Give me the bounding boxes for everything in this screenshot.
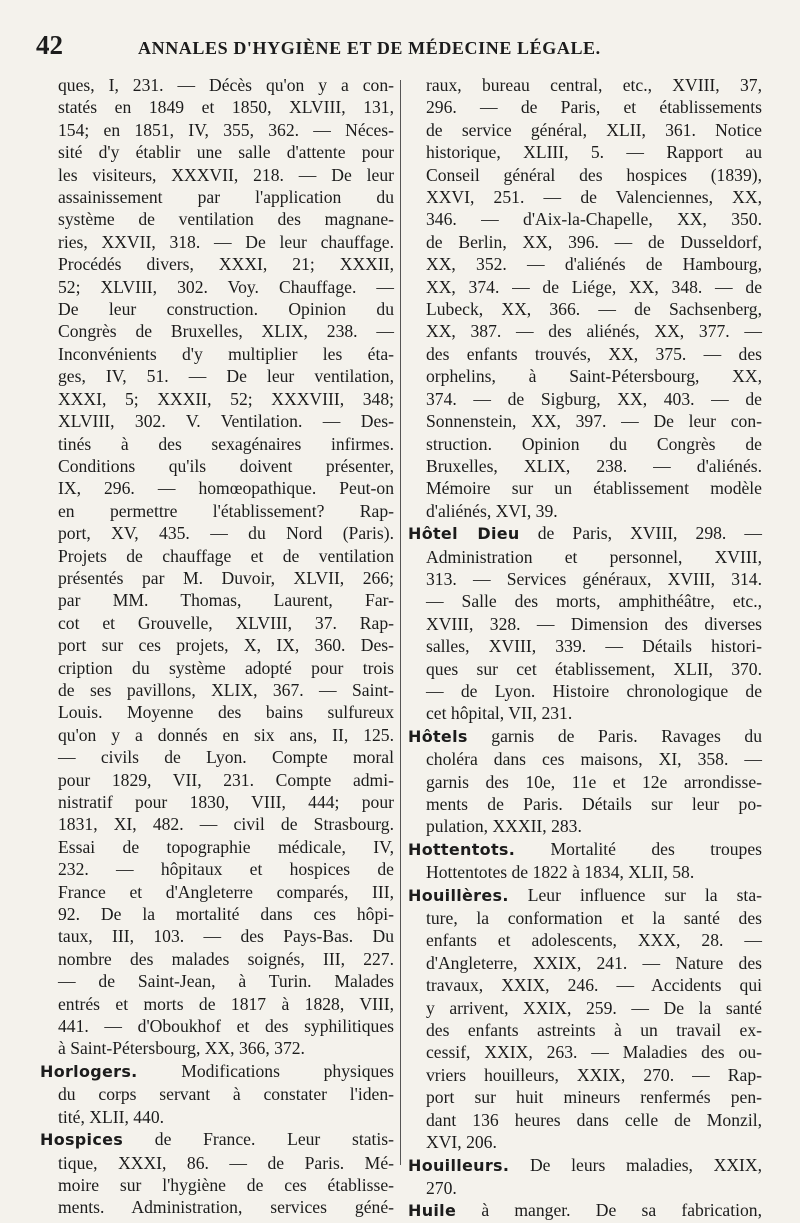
index-line xyxy=(408,771,762,793)
index-entry-start xyxy=(408,1199,762,1222)
index-line xyxy=(408,208,762,230)
index-headword: Hottentots. xyxy=(408,839,516,859)
index-text: du corps servant à constater l'iden- xyxy=(58,1084,394,1105)
index-text: garnis de Paris. Ravages du xyxy=(467,725,762,746)
index-line xyxy=(40,612,394,634)
index-text: 270. xyxy=(426,1177,457,1198)
index-text: par MM. Thomas, Laurent, Far- xyxy=(58,590,394,611)
index-entry-start xyxy=(408,725,762,748)
index-line xyxy=(40,903,394,925)
index-text: des enfants astreints à un travail ex- xyxy=(426,1020,762,1041)
index-text: XLVIII, 302. V. Ventilation. — Des- xyxy=(58,411,394,432)
index-text: garnis des 10e, 11e et 12e arrondisse- xyxy=(426,771,762,792)
index-text: en permettre l'établissement? Rap- xyxy=(58,500,394,521)
index-line xyxy=(40,74,394,96)
index-line xyxy=(40,925,394,947)
index-headword: Horlogers. xyxy=(40,1061,138,1081)
index-text: 346. — d'Aix-la-Chapelle, XX, 350. xyxy=(426,209,762,230)
page-number: 42 xyxy=(36,30,63,60)
index-line xyxy=(40,1083,394,1105)
index-line xyxy=(408,96,762,118)
index-line xyxy=(408,477,762,499)
index-text: assainissement par l'application du xyxy=(58,187,394,208)
index-text: Conditions qu'ils doivent présenter, xyxy=(58,455,394,476)
index-line xyxy=(40,1152,394,1174)
index-text: 1831, XI, 482. — civil de Strasbourg. xyxy=(58,814,394,835)
index-text: port, XV, 435. — du Nord (Paris). xyxy=(58,523,394,544)
index-line xyxy=(40,970,394,992)
index-line xyxy=(40,410,394,432)
index-line xyxy=(40,634,394,656)
index-headword: Hospices xyxy=(40,1130,124,1150)
index-text: Louis. Moyenne des bains sulfureux xyxy=(58,702,394,723)
index-text: Conseil général des hospices (1839), xyxy=(426,164,762,185)
index-line xyxy=(40,477,394,499)
index-text: Leur influence sur la sta- xyxy=(508,884,762,905)
index-line xyxy=(40,813,394,835)
index-headword: Hôtels xyxy=(408,726,468,746)
index-text: à manger. De sa fabrication, xyxy=(456,1200,762,1221)
index-text: tinés à des sexagénaires infirmes. xyxy=(58,433,394,454)
index-line xyxy=(40,253,394,275)
index-line xyxy=(40,545,394,567)
index-text: IX, 296. — homœopathique. Peut-on xyxy=(58,478,394,499)
index-entry-start xyxy=(408,522,762,545)
index-line xyxy=(40,567,394,589)
index-line xyxy=(408,568,762,590)
index-line xyxy=(408,276,762,298)
index-line xyxy=(408,635,762,657)
index-text: 374. — de Sigburg, XX, 403. — de xyxy=(426,388,762,409)
index-text: XVIII, 328. — Dimension des diverses xyxy=(426,613,762,634)
index-line xyxy=(40,96,394,118)
index-text: XX, 352. — d'aliénés de Hambourg, xyxy=(426,254,762,275)
index-text: Mémoire sur un établissement modèle xyxy=(426,478,762,499)
index-entry-start xyxy=(408,1154,762,1177)
index-text: 313. — Services généraux, XVIII, 314. xyxy=(426,568,762,589)
index-text: moire sur l'hygiène de ces établisse- xyxy=(58,1174,394,1195)
index-line xyxy=(40,365,394,387)
running-title: ANNALES D'HYGIÈNE ET DE MÉDECINE LÉGALE. xyxy=(138,38,601,58)
left-column xyxy=(40,74,394,1218)
index-line xyxy=(40,455,394,477)
index-text: tité, XLII, 440. xyxy=(58,1106,165,1127)
page-header xyxy=(36,30,760,64)
index-line xyxy=(408,365,762,387)
index-line xyxy=(408,702,762,724)
index-line xyxy=(40,746,394,768)
index-text: cet hôpital, VII, 231. xyxy=(426,703,573,724)
index-text: port sur ces projets, X, IX, 360. Des- xyxy=(58,635,394,656)
column-divider xyxy=(400,80,401,1165)
index-text: pour 1829, VII, 231. Compte admi- xyxy=(58,769,394,790)
index-line xyxy=(408,748,762,770)
index-line xyxy=(408,433,762,455)
index-text: Procédés divers, XXXI, 21; XXXII, xyxy=(58,254,394,275)
index-text: taux, III, 103. — des Pays-Bas. Du xyxy=(58,926,394,947)
index-line xyxy=(408,1131,762,1153)
index-text: entrés et morts de 1817 à 1828, VIII, xyxy=(58,993,394,1014)
index-line xyxy=(408,74,762,96)
index-line xyxy=(40,522,394,544)
index-line xyxy=(408,952,762,974)
index-line xyxy=(408,500,762,522)
index-text: France et d'Angleterre comparés, III, xyxy=(58,881,394,902)
index-text: ries, XXVII, 318. — De leur chauffage. xyxy=(58,231,394,252)
index-line xyxy=(408,164,762,186)
index-text: dant 136 heures dans celle de Monzil, xyxy=(426,1109,762,1130)
index-line xyxy=(408,997,762,1019)
index-text: tique, XXXI, 86. — de Paris. Mé- xyxy=(58,1152,394,1173)
index-text: système de ventilation des magnane- xyxy=(58,209,394,230)
index-text: — civils de Lyon. Compte moral xyxy=(58,747,394,768)
index-text: ments. Administration, services géné- xyxy=(58,1197,394,1218)
index-line xyxy=(408,1019,762,1041)
index-headword: Huile xyxy=(408,1201,457,1221)
index-text: XXXI, 5; XXXII, 52; XXXVIII, 348; xyxy=(58,388,394,409)
index-text: ques, I, 231. — Décès qu'on y a con- xyxy=(58,75,394,95)
index-line xyxy=(40,231,394,253)
index-text: y arrivent, XXIX, 259. — De la santé xyxy=(426,997,762,1018)
index-text: Mortalité des troupes xyxy=(515,838,762,859)
index-text: cessif, XXIX, 263. — Maladies des ou- xyxy=(426,1042,762,1063)
index-text: XX, 387. — des aliénés, XX, 377. — xyxy=(426,321,762,342)
index-text: De leur construction. Opinion du xyxy=(58,299,394,320)
index-text: 52; XLVIII, 302. Voy. Chauffage. — xyxy=(58,276,394,297)
index-text: de service général, XLII, 361. Notice xyxy=(426,119,762,140)
index-line xyxy=(408,455,762,477)
index-line xyxy=(40,836,394,858)
index-entry-start xyxy=(408,838,762,861)
index-line xyxy=(408,1086,762,1108)
index-text: qu'on y a donnés en six ans, II, 125. xyxy=(58,724,394,745)
index-text: 441. — d'Oboukhof et des syphilitiques xyxy=(58,1016,394,1037)
index-text: ges, IV, 51. — De leur ventilation, xyxy=(58,366,394,387)
index-line xyxy=(408,410,762,432)
index-text: Sonnenstein, XX, 397. — De leur con- xyxy=(426,411,762,432)
index-line xyxy=(40,119,394,141)
index-line xyxy=(408,253,762,275)
index-text: raux, bureau central, etc., XVIII, 37, xyxy=(426,75,762,95)
index-line xyxy=(408,815,762,837)
index-text: d'Angleterre, XXIX, 241. — Nature des xyxy=(426,952,762,973)
index-line xyxy=(40,388,394,410)
index-line xyxy=(40,993,394,1015)
index-headword: Hôtel Dieu xyxy=(408,524,520,544)
index-text: De leurs maladies, XXIX, xyxy=(509,1154,762,1175)
index-text: de France. Leur statis- xyxy=(123,1129,394,1150)
index-line xyxy=(40,343,394,365)
index-text: cot et Grouvelle, XLVIII, 37. Rap- xyxy=(58,612,394,633)
index-text: 154; en 1851, IV, 355, 362. — Néces- xyxy=(58,119,394,140)
index-text: — de Lyon. Histoire chronologique de xyxy=(426,680,762,701)
index-text: de Berlin, XX, 396. — de Dusseldorf, xyxy=(426,231,762,252)
index-line xyxy=(40,500,394,522)
index-line xyxy=(408,1064,762,1086)
index-line xyxy=(408,388,762,410)
index-text: Essai de topographie médicale, IV, xyxy=(58,836,394,857)
index-line xyxy=(40,589,394,611)
index-line xyxy=(40,1015,394,1037)
index-text: de Paris, XVIII, 298. — xyxy=(519,523,763,544)
index-line xyxy=(408,861,762,883)
index-line xyxy=(408,320,762,342)
right-column xyxy=(408,74,763,1221)
index-text: — Salle des morts, amphithéâtre, etc., xyxy=(426,591,762,612)
index-line xyxy=(40,948,394,970)
index-line xyxy=(408,680,762,702)
index-text: choléra dans ces maisons, XI, 358. — xyxy=(426,749,762,770)
index-line xyxy=(40,298,394,320)
index-line xyxy=(40,679,394,701)
index-text: nombre des malades soignés, III, 227. xyxy=(58,948,394,969)
index-text: Modifications physiques xyxy=(137,1060,394,1081)
index-entry-start xyxy=(40,1128,394,1151)
index-text: ments de Paris. Détails sur leur po- xyxy=(426,794,762,814)
index-text: nistratif pour 1830, VIII, 444; pour xyxy=(58,792,394,812)
index-line xyxy=(408,231,762,253)
index-line xyxy=(40,1037,394,1059)
index-line xyxy=(40,320,394,342)
index-line xyxy=(408,907,762,929)
index-line xyxy=(408,546,762,568)
index-line xyxy=(40,164,394,186)
index-text: ture, la conformation et la santé des xyxy=(426,908,762,929)
index-line xyxy=(40,791,394,813)
index-headword: Houillères. xyxy=(408,885,509,905)
index-line xyxy=(408,343,762,365)
index-text: à Saint-Pétersbourg, XX, 366, 372. xyxy=(58,1038,305,1059)
index-line xyxy=(40,141,394,163)
index-text: cription du système adopté pour trois xyxy=(58,657,394,678)
index-text: 92. De la mortalité dans ces hôpi- xyxy=(58,904,394,925)
index-line xyxy=(40,881,394,903)
index-line xyxy=(40,724,394,746)
index-text: XX, 374. — de Liége, XX, 348. — de xyxy=(426,276,762,297)
index-line xyxy=(408,613,762,635)
index-text: présentés par M. Duvoir, XLVII, 266; xyxy=(58,567,394,588)
index-text: enfants et adolescents, XXX, 28. — xyxy=(426,930,762,951)
index-text: Hottentotes de 1822 à 1834, XLII, 58. xyxy=(426,862,695,883)
index-text: 296. — de Paris, et établissements xyxy=(426,97,762,118)
index-line xyxy=(40,769,394,791)
index-entry-start xyxy=(408,884,762,907)
index-text: struction. Opinion du Congrès de xyxy=(426,433,762,454)
index-text: vriers houilleurs, XXIX, 270. — Rap- xyxy=(426,1064,762,1085)
index-entry-start xyxy=(40,1060,394,1083)
index-line xyxy=(40,276,394,298)
index-line xyxy=(408,1041,762,1063)
index-line xyxy=(408,1109,762,1131)
index-line xyxy=(40,657,394,679)
index-text: Lubeck, XX, 366. — de Sachsenberg, xyxy=(426,299,762,320)
index-headword: Houilleurs. xyxy=(408,1155,510,1175)
index-text: pulation, XXXII, 283. xyxy=(426,816,582,837)
index-text: de ses pavillons, XLIX, 367. — Saint- xyxy=(58,679,394,700)
index-text: sité d'y établir une salle d'attente pour xyxy=(58,142,394,163)
index-line xyxy=(408,119,762,141)
index-line xyxy=(408,658,762,680)
index-text: salles, XVIII, 339. — Détails histori- xyxy=(426,636,762,657)
index-text: ques sur cet établissement, XLII, 370. xyxy=(426,658,762,679)
index-line xyxy=(40,208,394,230)
index-line xyxy=(408,298,762,320)
index-text: d'aliénés, XVI, 39. xyxy=(426,500,558,521)
index-text: des enfants trouvés, XX, 375. — des xyxy=(426,343,762,364)
index-text: Bruxelles, XLIX, 238. — d'aliénés. xyxy=(426,455,762,476)
index-line xyxy=(408,929,762,951)
index-line xyxy=(408,186,762,208)
index-text: — de Saint-Jean, à Turin. Malades xyxy=(58,971,394,992)
index-text: statés en 1849 et 1850, XLVIII, 131, xyxy=(58,97,394,118)
index-line xyxy=(40,701,394,723)
index-text: orphelins, à Saint-Pétersbourg, XX, xyxy=(426,366,762,387)
index-text: port sur huit mineurs renfermés pen- xyxy=(426,1087,762,1108)
index-text: Inconvénients d'y multiplier les éta- xyxy=(58,343,394,364)
index-line xyxy=(40,858,394,880)
index-text: 232. — hôpitaux et hospices de xyxy=(58,859,394,880)
index-line xyxy=(408,590,762,612)
index-line xyxy=(408,974,762,996)
index-text: historique, XLIII, 5. — Rapport au xyxy=(426,142,762,163)
index-line xyxy=(408,793,762,815)
index-text: travaux, XXIX, 246. — Accidents qui xyxy=(426,975,762,996)
index-text: XXVI, 251. — de Valenciennes, XX, xyxy=(426,187,762,208)
index-line xyxy=(408,1177,762,1199)
index-line xyxy=(40,1196,394,1218)
index-line xyxy=(40,433,394,455)
index-text: XVI, 206. xyxy=(426,1132,497,1153)
index-text: Administration et personnel, XVIII, xyxy=(426,546,762,567)
index-line xyxy=(40,1174,394,1196)
index-text: Projets de chauffage et de ventilation xyxy=(58,545,394,566)
index-line xyxy=(408,141,762,163)
index-text: Congrès de Bruxelles, XLIX, 238. — xyxy=(58,321,394,342)
index-line xyxy=(40,186,394,208)
index-text: les visiteurs, XXXVII, 218. — De leur xyxy=(58,164,394,185)
index-line xyxy=(40,1106,394,1128)
